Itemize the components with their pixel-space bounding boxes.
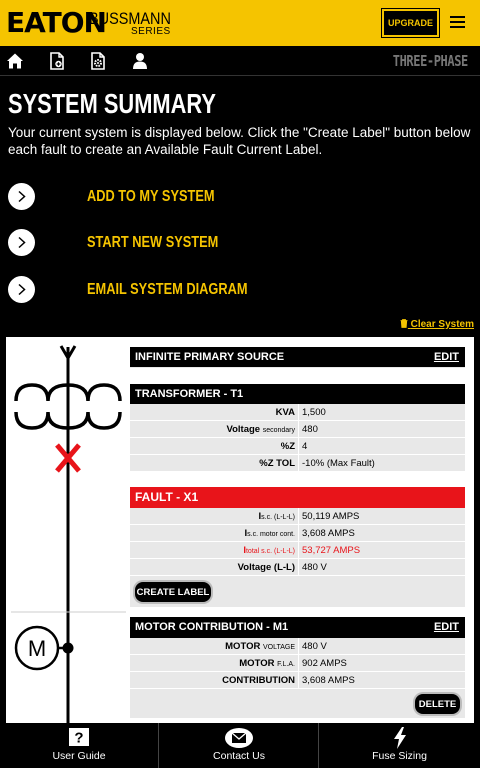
- system-diagram-panel: [6, 337, 474, 723]
- email-diagram-action[interactable]: [8, 276, 468, 304]
- add-to-system-action[interactable]: [8, 183, 468, 211]
- help-icon: [68, 727, 90, 747]
- motor-card: [130, 617, 465, 718]
- home-icon[interactable]: [6, 52, 24, 70]
- motor-symbol-label: M: [27, 636, 47, 661]
- add-to-system-label[interactable]: ADD TO MY SYSTEM: [87, 188, 215, 205]
- fuse-sizing-tab[interactable]: [320, 723, 479, 768]
- fault-row-motor-contribution: Is.c. motor cont. 3,608 AMPS: [130, 525, 465, 542]
- motor-connection-node: [63, 643, 74, 654]
- intro-text: Your current system is displayed below. Click the "Create Label" button below each fault to create an Available Fault Current Label.: [8, 125, 471, 157]
- motor-title: MOTOR CONTRIBUTION - M1: [135, 621, 289, 633]
- trash-icon: [400, 319, 408, 328]
- source-edit-link[interactable]: EDIT: [433, 351, 459, 363]
- app-header: [0, 0, 480, 46]
- email-diagram-label[interactable]: EMAIL SYSTEM DIAGRAM: [87, 281, 248, 298]
- nav-bar: [0, 46, 480, 76]
- clear-system-label[interactable]: Clear System: [410, 319, 474, 330]
- motor-row-fla: MOTOR F.L.A. 902 AMPS: [130, 655, 465, 672]
- transformer-header: TRANSFORMER - T1: [130, 384, 465, 404]
- hamburger-menu-icon[interactable]: [450, 16, 465, 29]
- mail-icon: [224, 727, 254, 749]
- add-document-icon[interactable]: [48, 52, 66, 70]
- contact-us-label: Contact Us: [213, 750, 265, 762]
- create-label-button[interactable]: CREATE LABEL: [135, 582, 211, 602]
- motor-header: [130, 617, 465, 638]
- fault-row-isc: Is.c. (L-L-L) 50,119 AMPS: [130, 508, 465, 525]
- start-new-system-label[interactable]: START NEW SYSTEM: [87, 234, 219, 251]
- footer-bar: [0, 723, 480, 768]
- series-label: SERIES: [131, 26, 171, 37]
- chevron-right-icon[interactable]: [8, 183, 35, 210]
- motor-row-contribution: CONTRIBUTION 3,608 AMPS: [130, 672, 465, 689]
- user-guide-tab[interactable]: [0, 723, 159, 768]
- eaton-logo: EATON: [6, 6, 106, 39]
- fault-card: [130, 487, 465, 607]
- transformer-row-ztol: %Z TOL -10% (Max Fault): [130, 455, 465, 472]
- lightning-icon: [393, 727, 407, 749]
- fault-row-voltage: Voltage (L-L) 480 V: [130, 559, 465, 576]
- fault-header: FAULT - X1: [130, 487, 465, 508]
- fuse-sizing-label: Fuse Sizing: [372, 750, 427, 762]
- contact-us-tab[interactable]: [160, 723, 319, 768]
- one-line-diagram: [6, 337, 131, 723]
- chevron-right-icon[interactable]: [8, 229, 35, 256]
- settings-document-icon[interactable]: [89, 52, 107, 70]
- motor-row-voltage: MOTOR VOLTAGE 480 V: [130, 638, 465, 655]
- user-guide-label: User Guide: [52, 750, 106, 762]
- source-card: [130, 347, 465, 368]
- chevron-right-icon[interactable]: [8, 276, 35, 303]
- page-title: SYSTEM SUMMARY: [8, 88, 216, 119]
- transformer-row-voltage: Voltage secondary 480: [130, 421, 465, 438]
- transformer-row-kva: KVA 1,500: [130, 404, 465, 421]
- motor-edit-link[interactable]: EDIT: [433, 621, 459, 633]
- user-icon[interactable]: [131, 52, 149, 70]
- phase-indicator: THREE-PHASE: [392, 52, 468, 70]
- svg-text:?: ?: [74, 729, 84, 747]
- clear-system-link[interactable]: [400, 319, 474, 330]
- upgrade-button[interactable]: UPGRADE: [382, 9, 439, 37]
- bussmann-logo: BUSSMANN: [89, 9, 171, 28]
- source-title: INFINITE PRIMARY SOURCE: [135, 351, 285, 363]
- fault-row-total: Itotal s.c. (L-L-L) 53,727 AMPS: [130, 542, 465, 559]
- transformer-card: [130, 384, 465, 472]
- delete-motor-button[interactable]: DELETE: [415, 694, 460, 714]
- start-new-system-action[interactable]: [8, 229, 468, 257]
- transformer-row-z: %Z 4: [130, 438, 465, 455]
- source-header: [130, 347, 465, 367]
